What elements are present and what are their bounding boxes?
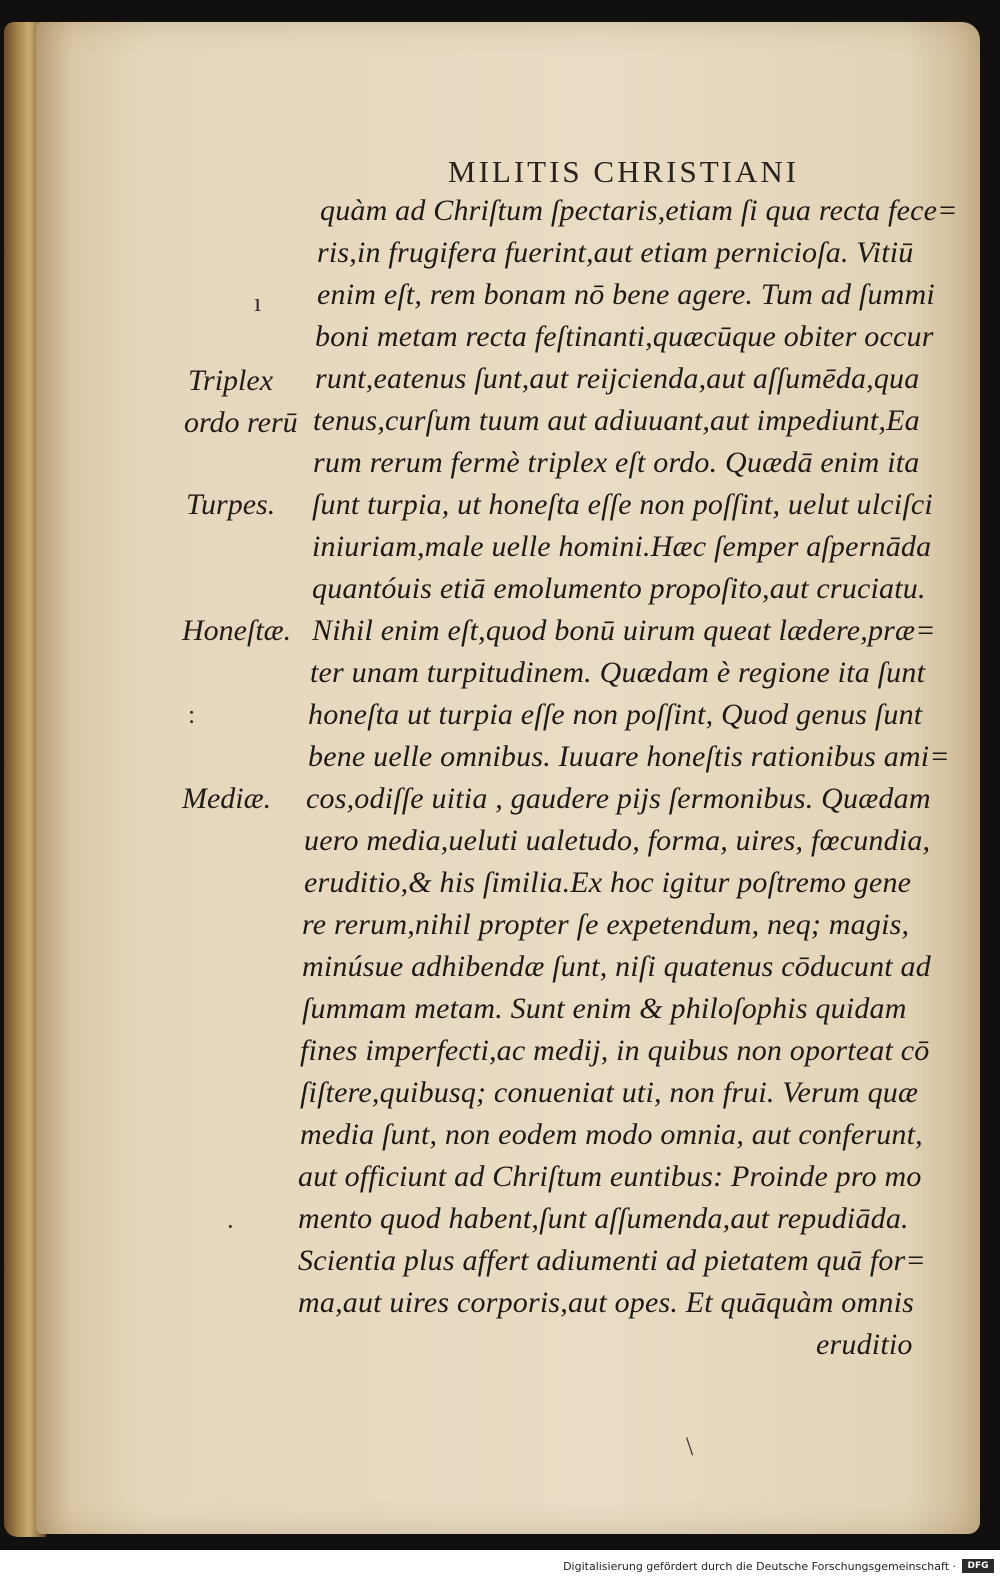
text-line: Scientia plus affert adiumenti ad pietatem quā for= — [298, 1244, 926, 1277]
margin-note-honestae: Honeſtæ. — [182, 614, 292, 647]
digitization-footer — [0, 1550, 1000, 1586]
text-line: iniuriam,male uelle homini.Hæc ſemper aſpernāda — [312, 530, 932, 563]
text-line: ma,aut uires corporis,aut opes. Et quāquàm omnis — [298, 1286, 914, 1319]
text-line: honeſta ut turpia eſſe non poſſint, Quod genus ſunt — [308, 698, 923, 731]
text-line: fines imperfecti,ac medij, in quibus non oporteat cō — [300, 1034, 930, 1067]
text-line: re rerum,nihil propter ſe expetendum, neq; magis, — [302, 908, 910, 941]
text-line: mento quod habent,ſunt aſſumenda,aut repudiāda. — [298, 1202, 909, 1235]
text-line: runt,eatenus ſunt,aut reijcienda,aut aſſumēda,qua — [315, 362, 920, 395]
text-line: bene uelle omnibus. Iuuare honeſtis rationibus ami= — [308, 740, 950, 773]
text-line: rum rerum fermè triplex eſt ordo. Quædā enim ita — [313, 446, 920, 479]
text-line: eruditio,& his ſimilia.Ex hoc igitur poſtremo gene — [304, 866, 912, 899]
ink-speck: : — [188, 700, 196, 729]
margin-note-ordo-rerum: ordo rerū — [184, 406, 298, 439]
text-line: media ſunt, non eodem modo omnia, aut conferunt, — [300, 1118, 923, 1151]
margin-note-turpes: Turpes. — [186, 488, 276, 521]
ink-speck: \ — [686, 1432, 694, 1461]
catchword: eruditio — [816, 1328, 913, 1361]
book-page — [36, 22, 980, 1534]
text-line: ſunt turpia, ut honeſta eſſe non poſſint, uelut ulciſci — [312, 488, 933, 521]
text-line: uero media,ueluti ualetudo, forma, uires, fœcundia, — [304, 824, 931, 857]
text-line: ſummam metam. Sunt enim & philoſophis quidam — [302, 992, 907, 1025]
ink-speck: · — [226, 1212, 235, 1241]
text-line: Nihil enim eſt,quod bonū uirum queat lædere,præ= — [312, 614, 936, 647]
margin-note-mediae: Mediæ. — [182, 782, 272, 815]
footer-credit: Digitalisierung gefördert durch die Deutsche Forschungsgemeinschaft · — [563, 1560, 956, 1573]
ink-speck: ı — [254, 288, 262, 317]
text-line: quantóuis etiā emolumento propoſito,aut cruciatu. — [312, 572, 926, 605]
text-line: ter unam turpitudinem. Quædam è regione ita ſunt — [310, 656, 926, 689]
text-line: ſiſtere,quibusq; conueniat uti, non frui. Verum quæ — [300, 1076, 919, 1109]
text-line: cos,odiſſe uitia , gaudere pijs ſermonibus. Quædam — [306, 782, 931, 815]
text-line: aut officiunt ad Chriſtum euntibus: Proinde pro mo — [298, 1160, 922, 1193]
text-line: boni metam recta feſtinanti,quæcūque obiter occur — [315, 320, 934, 353]
running-head: MILITIS CHRISTIANI — [448, 154, 800, 189]
text-line: quàm ad Chriſtum ſpectaris,etiam ſi qua recta fece= — [320, 194, 958, 227]
margin-note-triplex: Triplex — [188, 364, 274, 397]
text-line: tenus,curſum tuum aut adiuuant,aut impediunt,Ea — [313, 404, 920, 437]
dfg-logo: DFG — [962, 1559, 994, 1573]
text-line: ris,in frugifera fuerint,aut etiam pernicioſa. Vitiū — [317, 236, 914, 269]
text-line: minúsue adhibendæ ſunt, niſi quatenus cōducunt ad — [302, 950, 931, 983]
text-line: enim eſt, rem bonam nō bene agere. Tum ad ſummi — [317, 278, 935, 311]
